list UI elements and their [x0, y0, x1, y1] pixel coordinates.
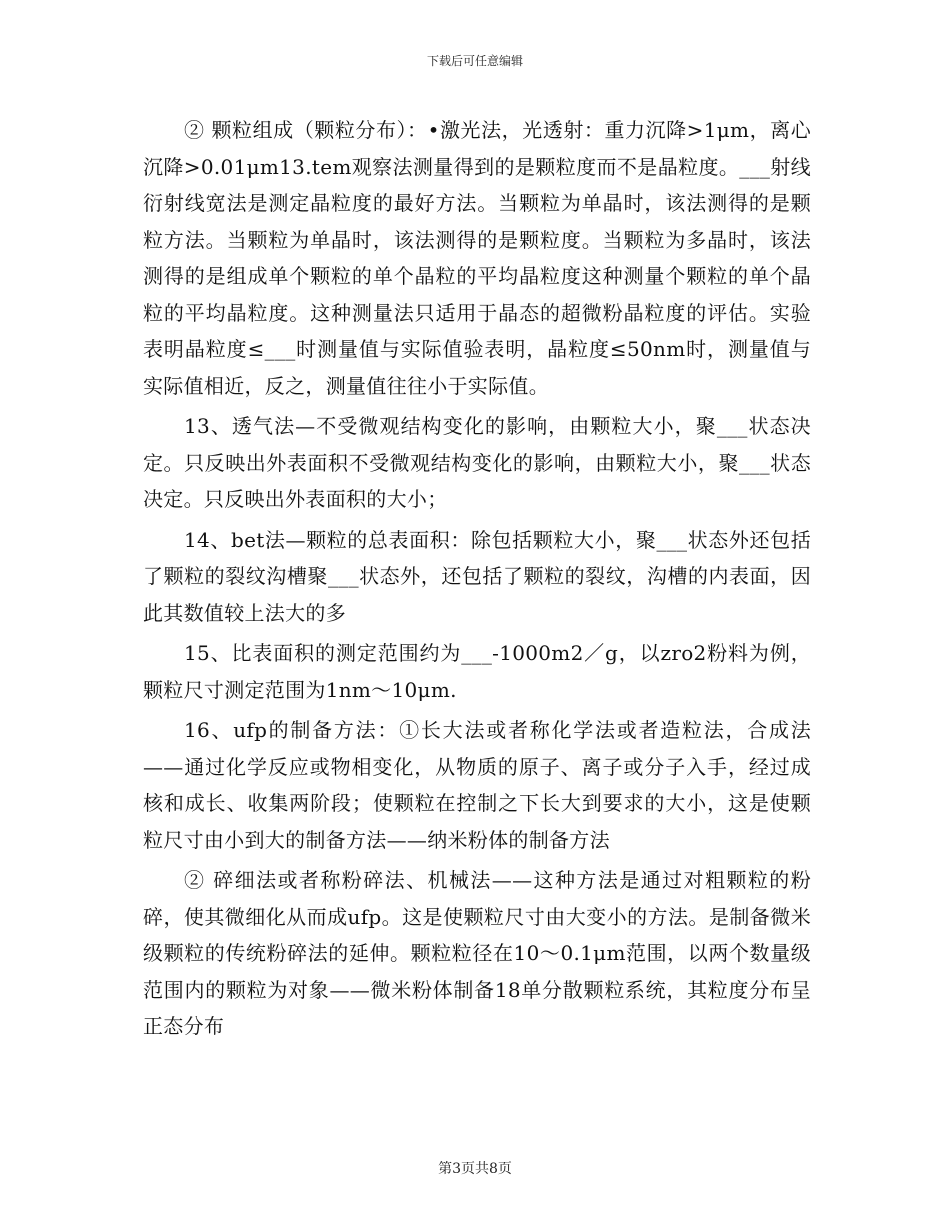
paragraph-particle-composition: ② 颗粒组成（颗粒分布）：•激光法，光透射：重力沉降>1μm，离心沉降>0.01μm13.tem观察法测量得到的是颗粒度而不是晶粒度。___射线衍射线宽法是测定晶粒度的最好方法。当颗粒为单晶时，该法测得的是颗粒方法。当颗粒为单晶时，该法测得的是颗粒度。当颗粒为多晶时，该法测得的是组成单个颗粒的单个晶粒的平均晶粒度这种测量个颗粒的单个晶粒的平均晶粒度。这种测量法只适用于晶态的超微粉晶粒度的评估。实验表明晶粒度≤___时测量值与实际值验表明，晶粒度≤50nm时，测量值与实际值相近，反之，测量值往往小于实际值。 [143, 118, 811, 398]
paragraph-15-specific-surface: 15、比表面积的测定范围约为___-1000m2／g，以zro2粉料为例，颗粒尺寸测定范围为1nm～10μm. [143, 641, 811, 702]
paragraph-16-ufp-preparation: 16、ufp的制备方法：①长大法或者称化学法或者造粒法，合成法——通过化学反应或物相变化，从物质的原子、离子或分子入手，经过成核和成长、收集两阶段；使颗粒在控制之下长大到要求的大小，这是使颗粒尺寸由小到大的制备方法——纳米粉体的制备方法 [143, 718, 811, 852]
paragraph-13-air-permeability: 13、透气法—不受微观结构变化的影响，由颗粒大小，聚___状态决定。只反映出外表面积不受微观结构变化的影响，由颗粒大小，聚___状态决定。只反映出外表面积的大小； [143, 414, 811, 511]
page-footer: 第3页共8页 [438, 1161, 512, 1177]
paragraph-crushing-method: ② 碎细法或者称粉碎法、机械法——这种方法是通过对粗颗粒的粉碎，使其微细化从而成ufp。这是使颗粒尺寸由大变小的方法。是制备微米级颗粒的传统粉碎法的延伸。颗粒粒径在10～0.1μm范围，以两个数量级范围内的颗粒为对象——微米粉体制备18单分散颗粒系统，其粒度分布呈正态分布 [143, 868, 811, 1038]
paragraph-14-bet-method: 14、bet法—颗粒的总表面积：除包括颗粒大小，聚___状态外还包括了颗粒的裂纹沟槽聚___状态外，还包括了颗粒的裂纹，沟槽的内表面，因此其数值较上法大的多 [143, 527, 811, 625]
document-body [143, 112, 811, 1049]
page-header: 下载后可任意编辑 [426, 54, 523, 68]
